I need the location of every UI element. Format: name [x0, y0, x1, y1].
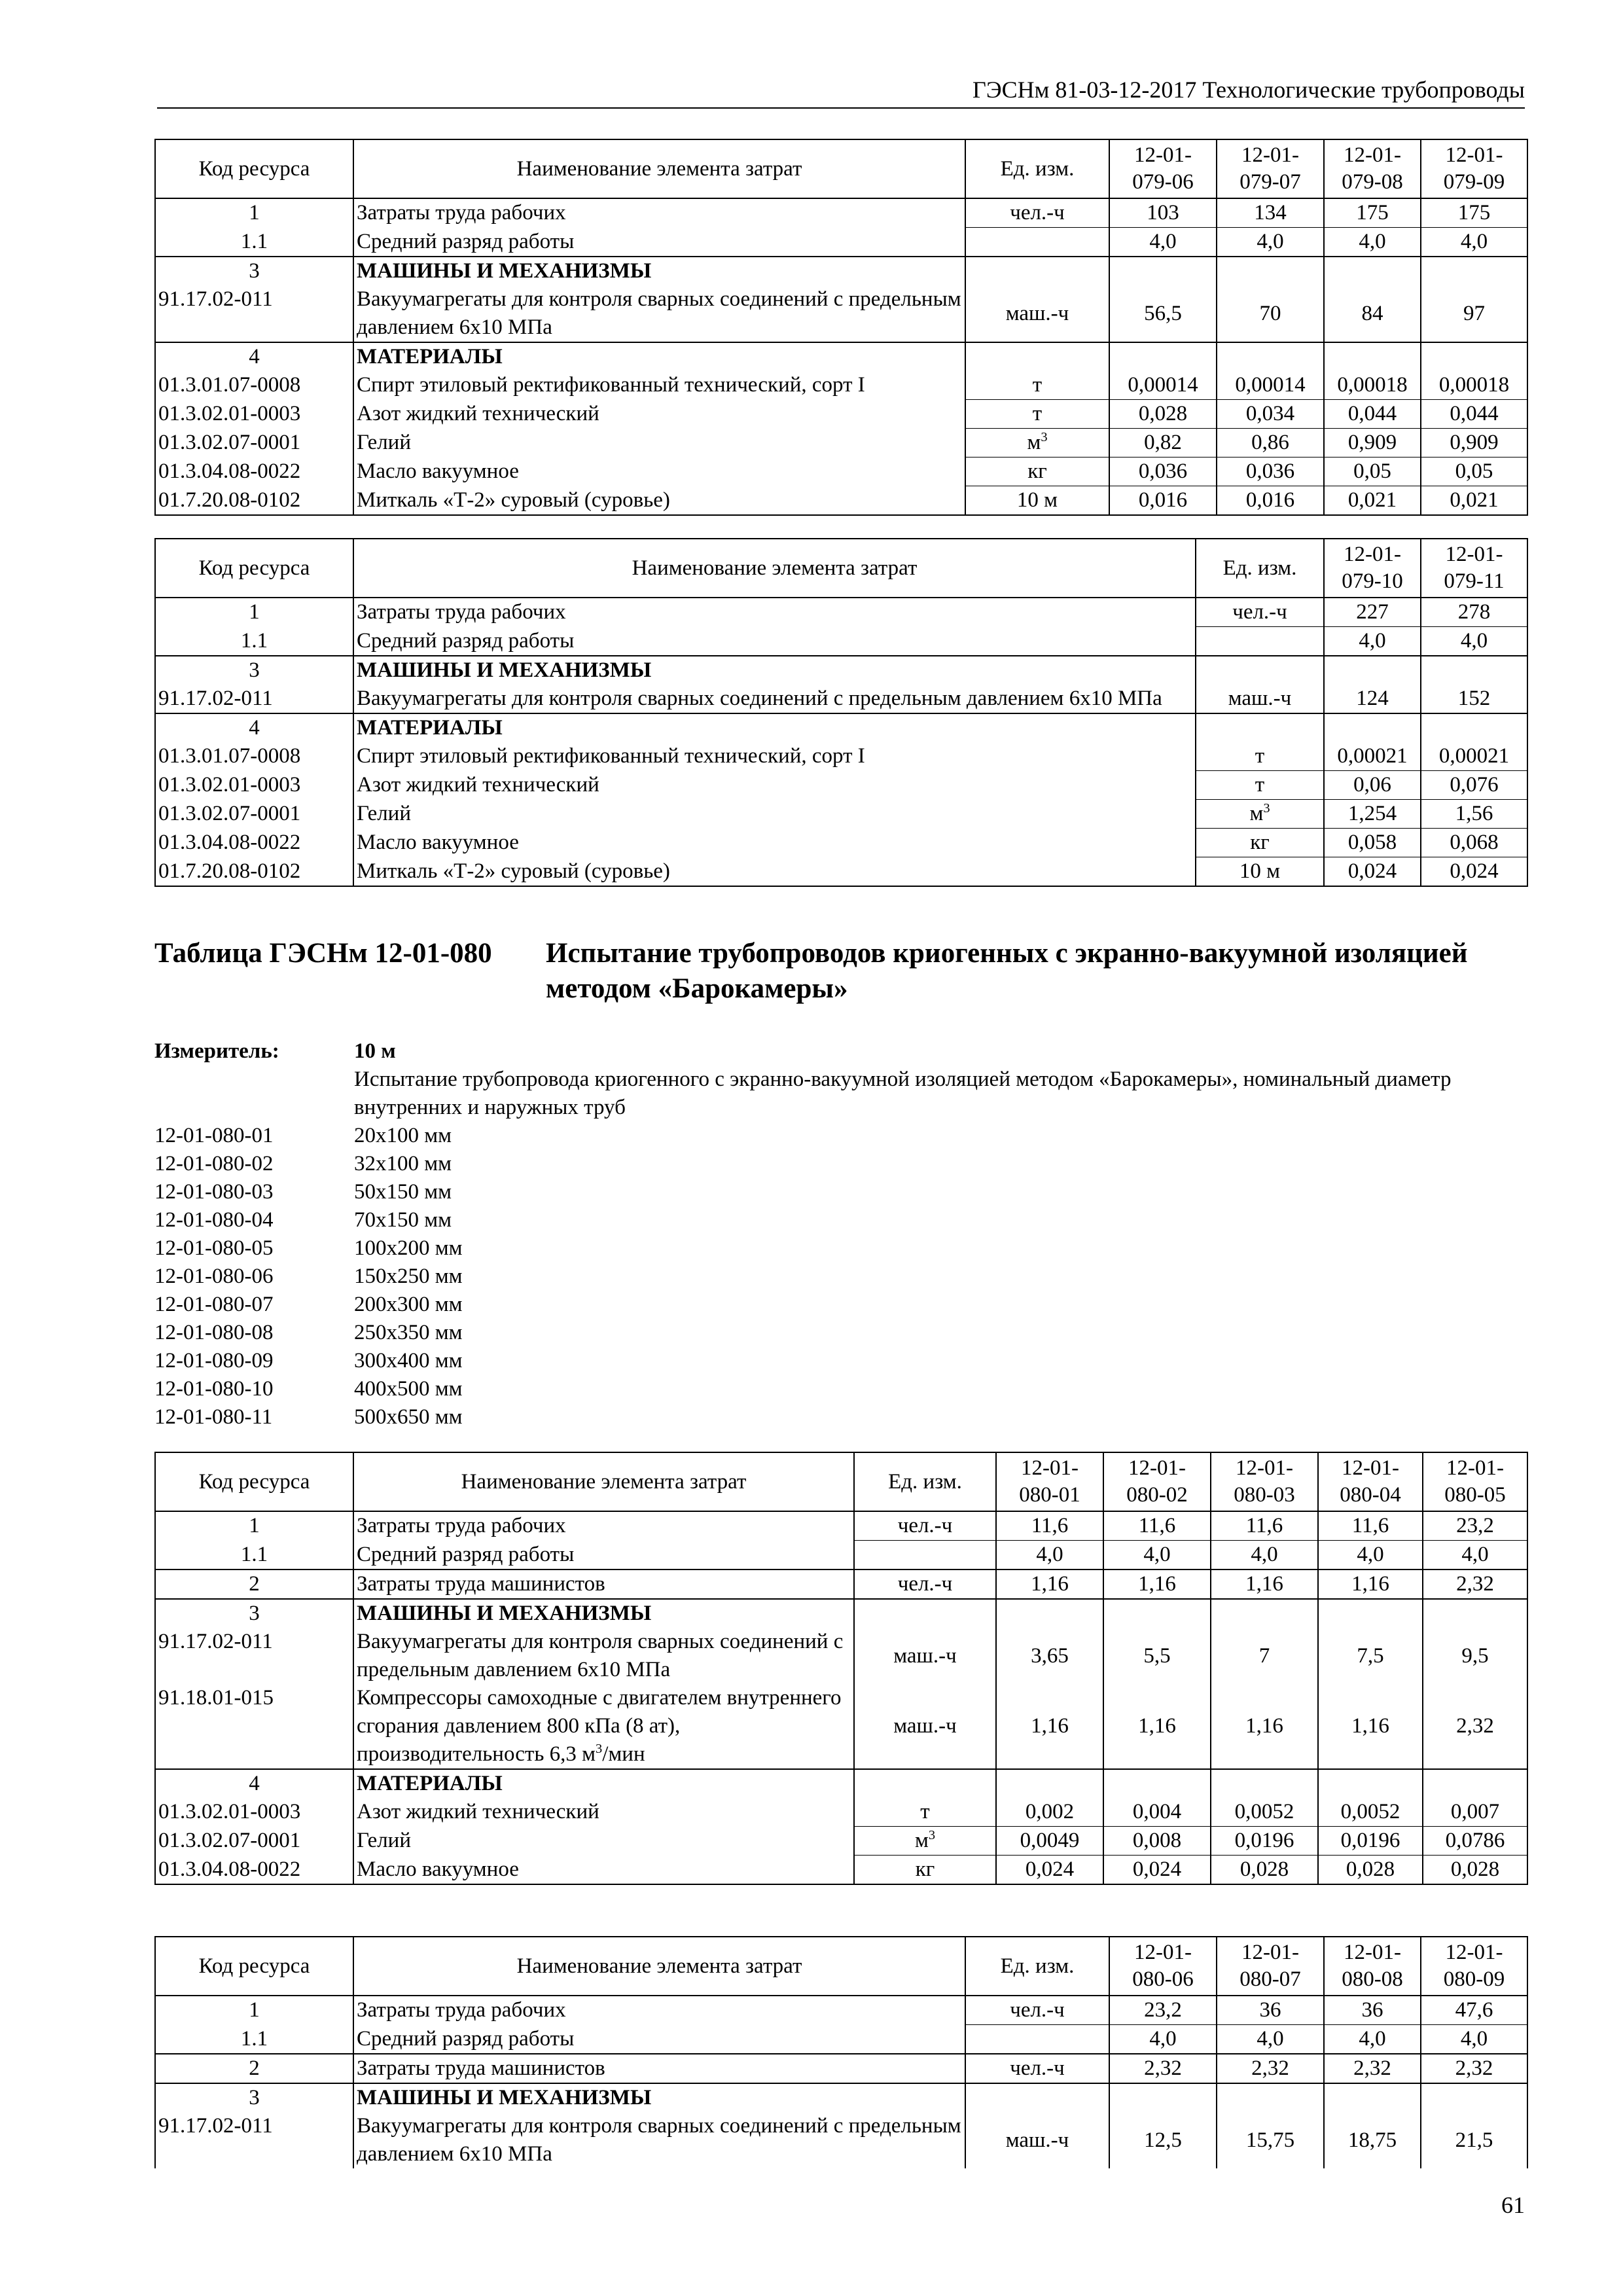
table-row	[155, 1769, 1527, 1798]
table-row	[155, 486, 1527, 516]
header-name: Наименование элемента затрат	[353, 1937, 965, 1996]
resource-name: Затраты труда рабочих	[353, 1996, 965, 2025]
resource-value: 4,0	[1109, 228, 1217, 257]
resource-unit: чел.-ч	[1196, 598, 1324, 627]
resource-value: 0,00021	[1324, 742, 1421, 771]
resource-value: 12,5	[1109, 2112, 1217, 2168]
resource-code: 01.3.01.07-0008	[155, 371, 353, 400]
norm-diameter: 200x300 мм	[354, 1293, 463, 1316]
header-norm-code: 12-01- 080-01	[996, 1452, 1103, 1511]
norm-diameter: 100x200 мм	[354, 1236, 463, 1260]
resource-value: 7	[1211, 1628, 1318, 1684]
resource-value: 3,65	[996, 1628, 1103, 1684]
table-row	[155, 2083, 1527, 2112]
resource-unit	[1196, 627, 1324, 656]
table-row	[155, 1684, 1527, 1769]
table-row	[155, 257, 1527, 285]
table-row	[155, 342, 1527, 371]
resource-unit: маш.-ч	[965, 285, 1109, 342]
resource-unit	[965, 228, 1109, 257]
resource-code: 01.7.20.08-0102	[155, 857, 353, 887]
header-norm-code: 12-01- 080-07	[1217, 1937, 1324, 1996]
norm-code: 12-01-080-07	[154, 1293, 274, 1316]
section-heading: МАТЕРИАЛЫ	[353, 1769, 854, 1798]
norm-diameter: 70x150 мм	[354, 1208, 452, 1232]
resource-value: 0,034	[1217, 400, 1324, 429]
resource-value: 1,16	[1211, 1684, 1318, 1769]
resource-unit: маш.-ч	[854, 1684, 996, 1769]
resource-value: 4,0	[1324, 228, 1421, 257]
resource-code: 91.18.01-015	[155, 1684, 353, 1769]
resource-value: 23,2	[1423, 1511, 1527, 1541]
resource-code: 01.3.02.07-0001	[155, 429, 353, 457]
resource-value: 1,16	[996, 1570, 1103, 1599]
resource-name: Компрессоры самоходные с двигателем внутреннего сгорания давлением 800 кПа (8 ат), производительность 6,3 $м^3$/мин	[353, 1684, 854, 1769]
page-number: 61	[1501, 2192, 1525, 2218]
resource-name: Вакуумагрегаты для контроля сварных соединений с предельным давлением 6x10 МПа	[353, 685, 1196, 713]
resource-value: 18,75	[1324, 2112, 1421, 2168]
table-row	[155, 598, 1527, 627]
resource-code: 01.3.04.08-0022	[155, 829, 353, 857]
resource-name: Вакуумагрегаты для контроля сварных соединений с предельным давлением 6x10 МПа	[353, 1628, 854, 1684]
header-norm-code: 12-01- 079-10	[1324, 539, 1421, 598]
resource-value: 0,909	[1421, 429, 1527, 457]
resource-value: 4,0	[1109, 2025, 1217, 2054]
resource-unit: чел.-ч	[965, 2054, 1109, 2083]
table-row	[155, 1541, 1527, 1570]
measure-block	[154, 1037, 1529, 1431]
resource-code: 4	[155, 713, 353, 742]
table-row	[155, 829, 1527, 857]
resource-value: 0,028	[1109, 400, 1217, 429]
measure-label: Измеритель:	[154, 1039, 279, 1063]
resource-unit: маш.-ч	[1196, 685, 1324, 713]
table-row	[155, 1570, 1527, 1599]
resource-value: 0,036	[1217, 457, 1324, 486]
resource-value: 0,028	[1211, 1856, 1318, 1885]
resource-name: Масло вакуумное	[353, 829, 1196, 857]
resource-value: 175	[1421, 198, 1527, 228]
header-norm-code: 12-01- 080-05	[1423, 1452, 1527, 1511]
resource-value: 0,007	[1423, 1798, 1527, 1827]
resource-name: Масло вакуумное	[353, 1856, 854, 1885]
resource-code: 01.3.02.01-0003	[155, 771, 353, 800]
resource-value: 1,16	[996, 1684, 1103, 1769]
resource-code: 1.1	[155, 1541, 353, 1570]
resource-unit: маш.-ч	[965, 2112, 1109, 2168]
table-row	[155, 771, 1527, 800]
header-norm-code: 12-01- 079-09	[1421, 139, 1527, 198]
resource-name: Масло вакуумное	[353, 457, 965, 486]
table-row	[155, 1798, 1527, 1827]
norm-diameter: 150x250 мм	[354, 1265, 463, 1288]
resource-value: 4,0	[1211, 1541, 1318, 1570]
table-row	[155, 713, 1527, 742]
resource-value: 9,5	[1423, 1628, 1527, 1684]
table-row	[155, 228, 1527, 257]
table-row	[155, 198, 1527, 228]
resource-value: 36	[1324, 1996, 1421, 2025]
resource-value: 70	[1217, 285, 1324, 342]
resource-value: 1,16	[1103, 1570, 1211, 1599]
resource-name: Спирт этиловый ректификованный технический, сорт I	[353, 371, 965, 400]
table-row	[155, 400, 1527, 429]
section-heading: МАШИНЫ И МЕХАНИЗМЫ	[353, 2083, 965, 2112]
resource-value: 1,16	[1318, 1570, 1423, 1599]
norm-code: 12-01-080-02	[154, 1152, 274, 1175]
resource-value: 0,068	[1421, 829, 1527, 857]
section-heading-text: Испытание трубопроводов криогенных с экранно-вакуумной изоляцией методом «Барокамеры»	[546, 938, 1468, 1004]
resource-value: 21,5	[1421, 2112, 1527, 2168]
norm-code: 12-01-080-09	[154, 1349, 274, 1372]
resource-unit: кг	[965, 457, 1109, 486]
resource-code: 1	[155, 598, 353, 627]
header-norm-code: 12-01- 080-03	[1211, 1452, 1318, 1511]
resource-unit: т	[965, 371, 1109, 400]
resource-unit: чел.-ч	[854, 1511, 996, 1541]
resource-value: 175	[1324, 198, 1421, 228]
norm-diameter: 20x100 мм	[354, 1124, 452, 1147]
header-norm-code: 12-01- 079-06	[1109, 139, 1217, 198]
resource-value: 0,06	[1324, 771, 1421, 800]
table-row	[155, 1827, 1527, 1856]
resource-value: 0,00014	[1217, 371, 1324, 400]
resource-name: Азот жидкий технический	[353, 400, 965, 429]
resource-value: 1,16	[1318, 1684, 1423, 1769]
resource-code: 1	[155, 1511, 353, 1541]
resource-name: Миткаль «Т-2» суровый (суровье)	[353, 486, 965, 516]
resource-code: 3	[155, 257, 353, 285]
resource-value: 0,024	[1324, 857, 1421, 887]
resource-value: 0,016	[1109, 486, 1217, 516]
table-row	[155, 285, 1527, 342]
norm-code: 12-01-080-03	[154, 1180, 274, 1204]
resource-name: Затраты труда машинистов	[353, 2054, 965, 2083]
resource-value: 0,00014	[1109, 371, 1217, 400]
resource-value: 0,0196	[1211, 1827, 1318, 1856]
resource-code: 91.17.02-011	[155, 285, 353, 342]
resource-value: 1,16	[1103, 1684, 1211, 1769]
resource-value: 0,024	[1103, 1856, 1211, 1885]
resource-code: 01.3.02.07-0001	[155, 800, 353, 829]
resource-code: 01.3.04.08-0022	[155, 457, 353, 486]
resource-name: Азот жидкий технический	[353, 1798, 854, 1827]
resource-value: 0,036	[1109, 457, 1217, 486]
resource-unit	[965, 2025, 1109, 2054]
section-label: Таблица ГЭСНм 12-01-080	[154, 938, 492, 969]
section-heading: МАШИНЫ И МЕХАНИЗМЫ	[353, 1599, 854, 1628]
resource-code: 1.1	[155, 627, 353, 656]
resource-code: 4	[155, 1769, 353, 1798]
resource-name: Затраты труда рабочих	[353, 1511, 854, 1541]
resource-unit	[854, 1541, 996, 1570]
header-unit: Ед. изм.	[1196, 539, 1324, 598]
resource-unit: т	[965, 400, 1109, 429]
resource-value: 0,016	[1217, 486, 1324, 516]
resource-code: 01.7.20.08-0102	[155, 486, 353, 516]
section-heading: МАШИНЫ И МЕХАНИЗМЫ	[353, 656, 1196, 685]
resource-value: 97	[1421, 285, 1527, 342]
resource-table-079-10-11	[154, 538, 1528, 887]
header-norm-code: 12-01- 079-11	[1421, 539, 1527, 598]
table-row	[155, 656, 1527, 685]
header-unit: Ед. изм.	[965, 1937, 1109, 1996]
header-code: Код ресурса	[155, 1452, 353, 1511]
resource-code: 91.17.02-011	[155, 1628, 353, 1684]
resource-code: 1	[155, 198, 353, 228]
resource-name: Гелий	[353, 1827, 854, 1856]
header-norm-code: 12-01- 079-08	[1324, 139, 1421, 198]
resource-value: 7,5	[1318, 1628, 1423, 1684]
resource-value: 0,0196	[1318, 1827, 1423, 1856]
resource-value: 2,32	[1324, 2054, 1421, 2083]
resource-value: 103	[1109, 198, 1217, 228]
resource-value: 4,0	[1324, 627, 1421, 656]
resource-value: 1,254	[1324, 800, 1421, 829]
norm-diameter: 32x100 мм	[354, 1152, 452, 1175]
resource-name: Средний разряд работы	[353, 1541, 854, 1570]
resource-unit: чел.-ч	[965, 198, 1109, 228]
resource-code: 01.3.04.08-0022	[155, 1856, 353, 1885]
resource-value: 0,021	[1421, 486, 1527, 516]
resource-unit: $м^3$	[1196, 800, 1324, 829]
resource-value: 2,32	[1217, 2054, 1324, 2083]
table-row	[155, 2112, 1527, 2168]
header-norm-code: 12-01- 080-02	[1103, 1452, 1211, 1511]
measure-unit: 10 м	[354, 1039, 396, 1063]
resource-unit: кг	[854, 1856, 996, 1885]
resource-value: 2,32	[1421, 2054, 1527, 2083]
resource-code: 01.3.01.07-0008	[155, 742, 353, 771]
header-code: Код ресурса	[155, 1937, 353, 1996]
resource-name: Средний разряд работы	[353, 2025, 965, 2054]
resource-value: 0,05	[1324, 457, 1421, 486]
resource-table-080-01-05	[154, 1452, 1528, 1885]
norm-diameter: 250x350 мм	[354, 1321, 463, 1344]
resource-value: 0,00021	[1421, 742, 1527, 771]
resource-value: 0,024	[1421, 857, 1527, 887]
resource-code: 2	[155, 2054, 353, 2083]
resource-value: 0,909	[1324, 429, 1421, 457]
resource-value: 0,076	[1421, 771, 1527, 800]
header-norm-code: 12-01- 080-04	[1318, 1452, 1423, 1511]
table-row	[155, 1996, 1527, 2025]
norm-diameter: 50x150 мм	[354, 1180, 452, 1204]
resource-value: 11,6	[1103, 1511, 1211, 1541]
resource-value: 4,0	[1103, 1541, 1211, 1570]
resource-name: Затраты труда рабочих	[353, 198, 965, 228]
resource-value: 11,6	[1211, 1511, 1318, 1541]
resource-value: 2,32	[1423, 1684, 1527, 1769]
resource-value: 47,6	[1421, 1996, 1527, 2025]
table-row	[155, 685, 1527, 713]
table-row	[155, 2054, 1527, 2083]
norm-code: 12-01-080-05	[154, 1236, 274, 1260]
norm-diameter: 500x650 мм	[354, 1405, 463, 1429]
resource-unit: маш.-ч	[854, 1628, 996, 1684]
resource-value: 0,86	[1217, 429, 1324, 457]
header-norm-code: 12-01- 080-06	[1109, 1937, 1217, 1996]
resource-unit	[965, 257, 1109, 285]
resource-name: Средний разряд работы	[353, 627, 1196, 656]
resource-value: 4,0	[1324, 2025, 1421, 2054]
resource-value: 4,0	[1423, 1541, 1527, 1570]
resource-unit: $м^3$	[965, 429, 1109, 457]
resource-value: 4,0	[996, 1541, 1103, 1570]
resource-value: 0,028	[1423, 1856, 1527, 1885]
resource-code: 3	[155, 656, 353, 685]
header-unit: Ед. изм.	[965, 139, 1109, 198]
header-norm-code: 12-01- 079-07	[1217, 139, 1324, 198]
table-row	[155, 1511, 1527, 1541]
resource-value: 11,6	[996, 1511, 1103, 1541]
resource-unit: т	[854, 1798, 996, 1827]
norm-code: 12-01-080-08	[154, 1321, 274, 1344]
section-heading: МАШИНЫ И МЕХАНИЗМЫ	[353, 257, 965, 285]
measure-description: Испытание трубопровода криогенного с экранно-вакуумной изоляцией методом «Барокамеры», номинальный диаметр внутренних и наружных труб	[354, 1067, 1452, 1119]
header-norm-code: 12-01- 080-08	[1324, 1937, 1421, 1996]
resource-value: 1,16	[1211, 1570, 1318, 1599]
header-norm-code: 12-01- 080-09	[1421, 1937, 1527, 1996]
table-row	[155, 457, 1527, 486]
resource-unit: 10 м	[965, 486, 1109, 516]
resource-value: 15,75	[1217, 2112, 1324, 2168]
resource-code: 01.3.02.01-0003	[155, 400, 353, 429]
resource-value: 56,5	[1109, 285, 1217, 342]
norm-diameter: 400x500 мм	[354, 1377, 463, 1401]
section-heading: МАТЕРИАЛЫ	[353, 713, 1196, 742]
resource-name: Средний разряд работы	[353, 228, 965, 257]
resource-value: 0,044	[1421, 400, 1527, 429]
resource-value: 0,058	[1324, 829, 1421, 857]
resource-table-079-06-09	[154, 139, 1528, 516]
resource-code: 1.1	[155, 228, 353, 257]
norm-code: 12-01-080-04	[154, 1208, 274, 1232]
resource-name: Вакуумагрегаты для контроля сварных соединений с предельным давлением 6x10 МПа	[353, 2112, 965, 2168]
resource-value: 5,5	[1103, 1628, 1211, 1684]
header-unit: Ед. изм.	[854, 1452, 996, 1511]
resource-value: 134	[1217, 198, 1324, 228]
header-code: Код ресурса	[155, 539, 353, 598]
resource-value: 11,6	[1318, 1511, 1423, 1541]
resource-name: Азот жидкий технический	[353, 771, 1196, 800]
norm-code: 12-01-080-01	[154, 1124, 274, 1147]
table-row	[155, 742, 1527, 771]
resource-name: Спирт этиловый ректификованный технический, сорт I	[353, 742, 1196, 771]
resource-unit: чел.-ч	[965, 1996, 1109, 2025]
resource-value: 23,2	[1109, 1996, 1217, 2025]
norm-code: 12-01-080-11	[154, 1405, 273, 1429]
resource-value: 2,32	[1109, 2054, 1217, 2083]
resource-value: 0,044	[1324, 400, 1421, 429]
resource-code: 01.3.02.07-0001	[155, 1827, 353, 1856]
resource-name: Гелий	[353, 429, 965, 457]
resource-name: Вакуумагрегаты для контроля сварных соединений с предельным давлением 6x10 МПа	[353, 285, 965, 342]
table-row	[155, 627, 1527, 656]
resource-code: 91.17.02-011	[155, 2112, 353, 2168]
resource-code: 01.3.02.01-0003	[155, 1798, 353, 1827]
resource-value: 4,0	[1217, 2025, 1324, 2054]
resource-value: 0,05	[1421, 457, 1527, 486]
header-name: Наименование элемента затрат	[353, 1452, 854, 1511]
table-row	[155, 429, 1527, 457]
resource-value: 4,0	[1318, 1541, 1423, 1570]
resource-value: 4,0	[1421, 228, 1527, 257]
table-row	[155, 857, 1527, 887]
header-name: Наименование элемента затрат	[353, 539, 1196, 598]
resource-value: 152	[1421, 685, 1527, 713]
resource-value: 0,00018	[1421, 371, 1527, 400]
resource-value: 227	[1324, 598, 1421, 627]
resource-value: 0,0052	[1318, 1798, 1423, 1827]
resource-code: 1.1	[155, 2025, 353, 2054]
resource-code: 3	[155, 1599, 353, 1628]
resource-unit: т	[1196, 771, 1324, 800]
resource-value: 0,004	[1103, 1798, 1211, 1827]
resource-unit: т	[1196, 742, 1324, 771]
norm-code: 12-01-080-06	[154, 1265, 274, 1288]
resource-value: 1,56	[1421, 800, 1527, 829]
resource-name: Затраты труда рабочих	[353, 598, 1196, 627]
table-row	[155, 800, 1527, 829]
section-heading: МАТЕРИАЛЫ	[353, 342, 965, 371]
norm-diameter: 300x400 мм	[354, 1349, 463, 1372]
resource-value: 0,008	[1103, 1827, 1211, 1856]
resource-value: 0,00018	[1324, 371, 1421, 400]
resource-value: 0,0786	[1423, 1827, 1527, 1856]
resource-value: 124	[1324, 685, 1421, 713]
table-row	[155, 1856, 1527, 1885]
header-name: Наименование элемента затрат	[353, 139, 965, 198]
norm-code: 12-01-080-10	[154, 1377, 274, 1401]
resource-value: 0,021	[1324, 486, 1421, 516]
resource-unit: чел.-ч	[854, 1570, 996, 1599]
resource-value: 0,0052	[1211, 1798, 1318, 1827]
resource-code: 1	[155, 1996, 353, 2025]
resource-value: 0,82	[1109, 429, 1217, 457]
resource-name: Миткаль «Т-2» суровый (суровье)	[353, 857, 1196, 887]
resource-value: 0,028	[1318, 1856, 1423, 1885]
resource-name: Затраты труда машинистов	[353, 1570, 854, 1599]
table-row	[155, 1599, 1527, 1628]
resource-code: 91.17.02-011	[155, 685, 353, 713]
resource-code: 4	[155, 342, 353, 371]
header-code: Код ресурса	[155, 139, 353, 198]
running-header: ГЭСНм 81-03-12-2017 Технологические трубопроводы	[157, 73, 1525, 109]
table-row	[155, 371, 1527, 400]
resource-value: 36	[1217, 1996, 1324, 2025]
resource-unit: $м^3$	[854, 1827, 996, 1856]
resource-value: 0,0049	[996, 1827, 1103, 1856]
resource-value: 2,32	[1423, 1570, 1527, 1599]
resource-value: 0,002	[996, 1798, 1103, 1827]
resource-unit: кг	[1196, 829, 1324, 857]
resource-value: 4,0	[1217, 228, 1324, 257]
resource-value: 278	[1421, 598, 1527, 627]
resource-value: 4,0	[1421, 2025, 1527, 2054]
resource-code: 3	[155, 2083, 353, 2112]
resource-code: 2	[155, 1570, 353, 1599]
resource-value: 4,0	[1421, 627, 1527, 656]
resource-value: 0,024	[996, 1856, 1103, 1885]
table-row	[155, 2025, 1527, 2054]
resource-unit: 10 м	[1196, 857, 1324, 887]
table-row	[155, 1628, 1527, 1684]
resource-name: Гелий	[353, 800, 1196, 829]
resource-value: 84	[1324, 285, 1421, 342]
resource-table-080-06-09	[154, 1936, 1528, 2168]
